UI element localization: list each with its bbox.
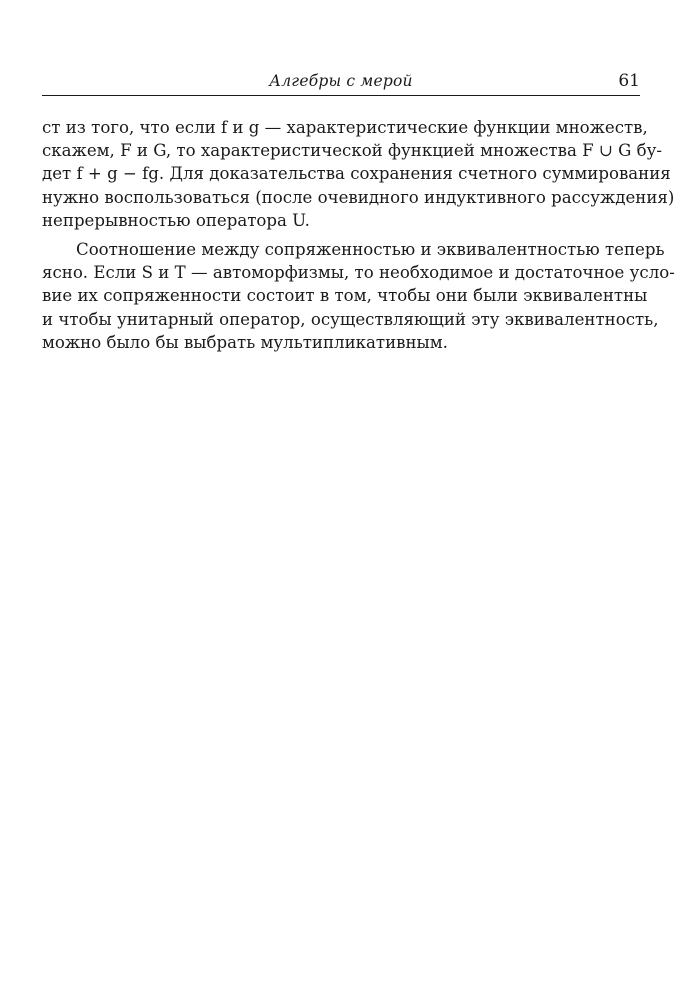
text-line: скажем, F и G, то характеристической функцией множества F ∪ G бу- — [42, 141, 662, 161]
text-line: нужно воспользоваться (после очевидного индуктивного рассуждения) — [42, 187, 675, 207]
text-line: ясно. Если S и T — автоморфизмы, то необходимое и достаточное усло- — [42, 263, 675, 283]
text-line: дет f + g − fg. Для доказательства сохранения счетного суммирования — [42, 164, 671, 184]
text-line: Соотношение между сопряженностью и эквивалентностью теперь — [76, 240, 665, 260]
paragraph — [42, 116, 675, 232]
text-line: можно было бы выбрать мультипликативным. — [42, 332, 448, 352]
text-line: и чтобы унитарный оператор, осуществляющий эту эквивалентность, — [42, 309, 659, 329]
page-number: 61 — [618, 71, 640, 91]
text-line: непрерывностью оператора U. — [42, 210, 310, 230]
text-line: вие их сопряженности состоит в том, чтобы они были эквивалентны — [42, 286, 648, 306]
body-text — [42, 116, 675, 354]
running-title: Алгебры с мерой — [269, 72, 413, 90]
running-header — [42, 71, 640, 96]
paragraph — [42, 238, 675, 354]
text-line: ст из того, что если f и g — характеристические функции множеств, — [42, 118, 648, 137]
